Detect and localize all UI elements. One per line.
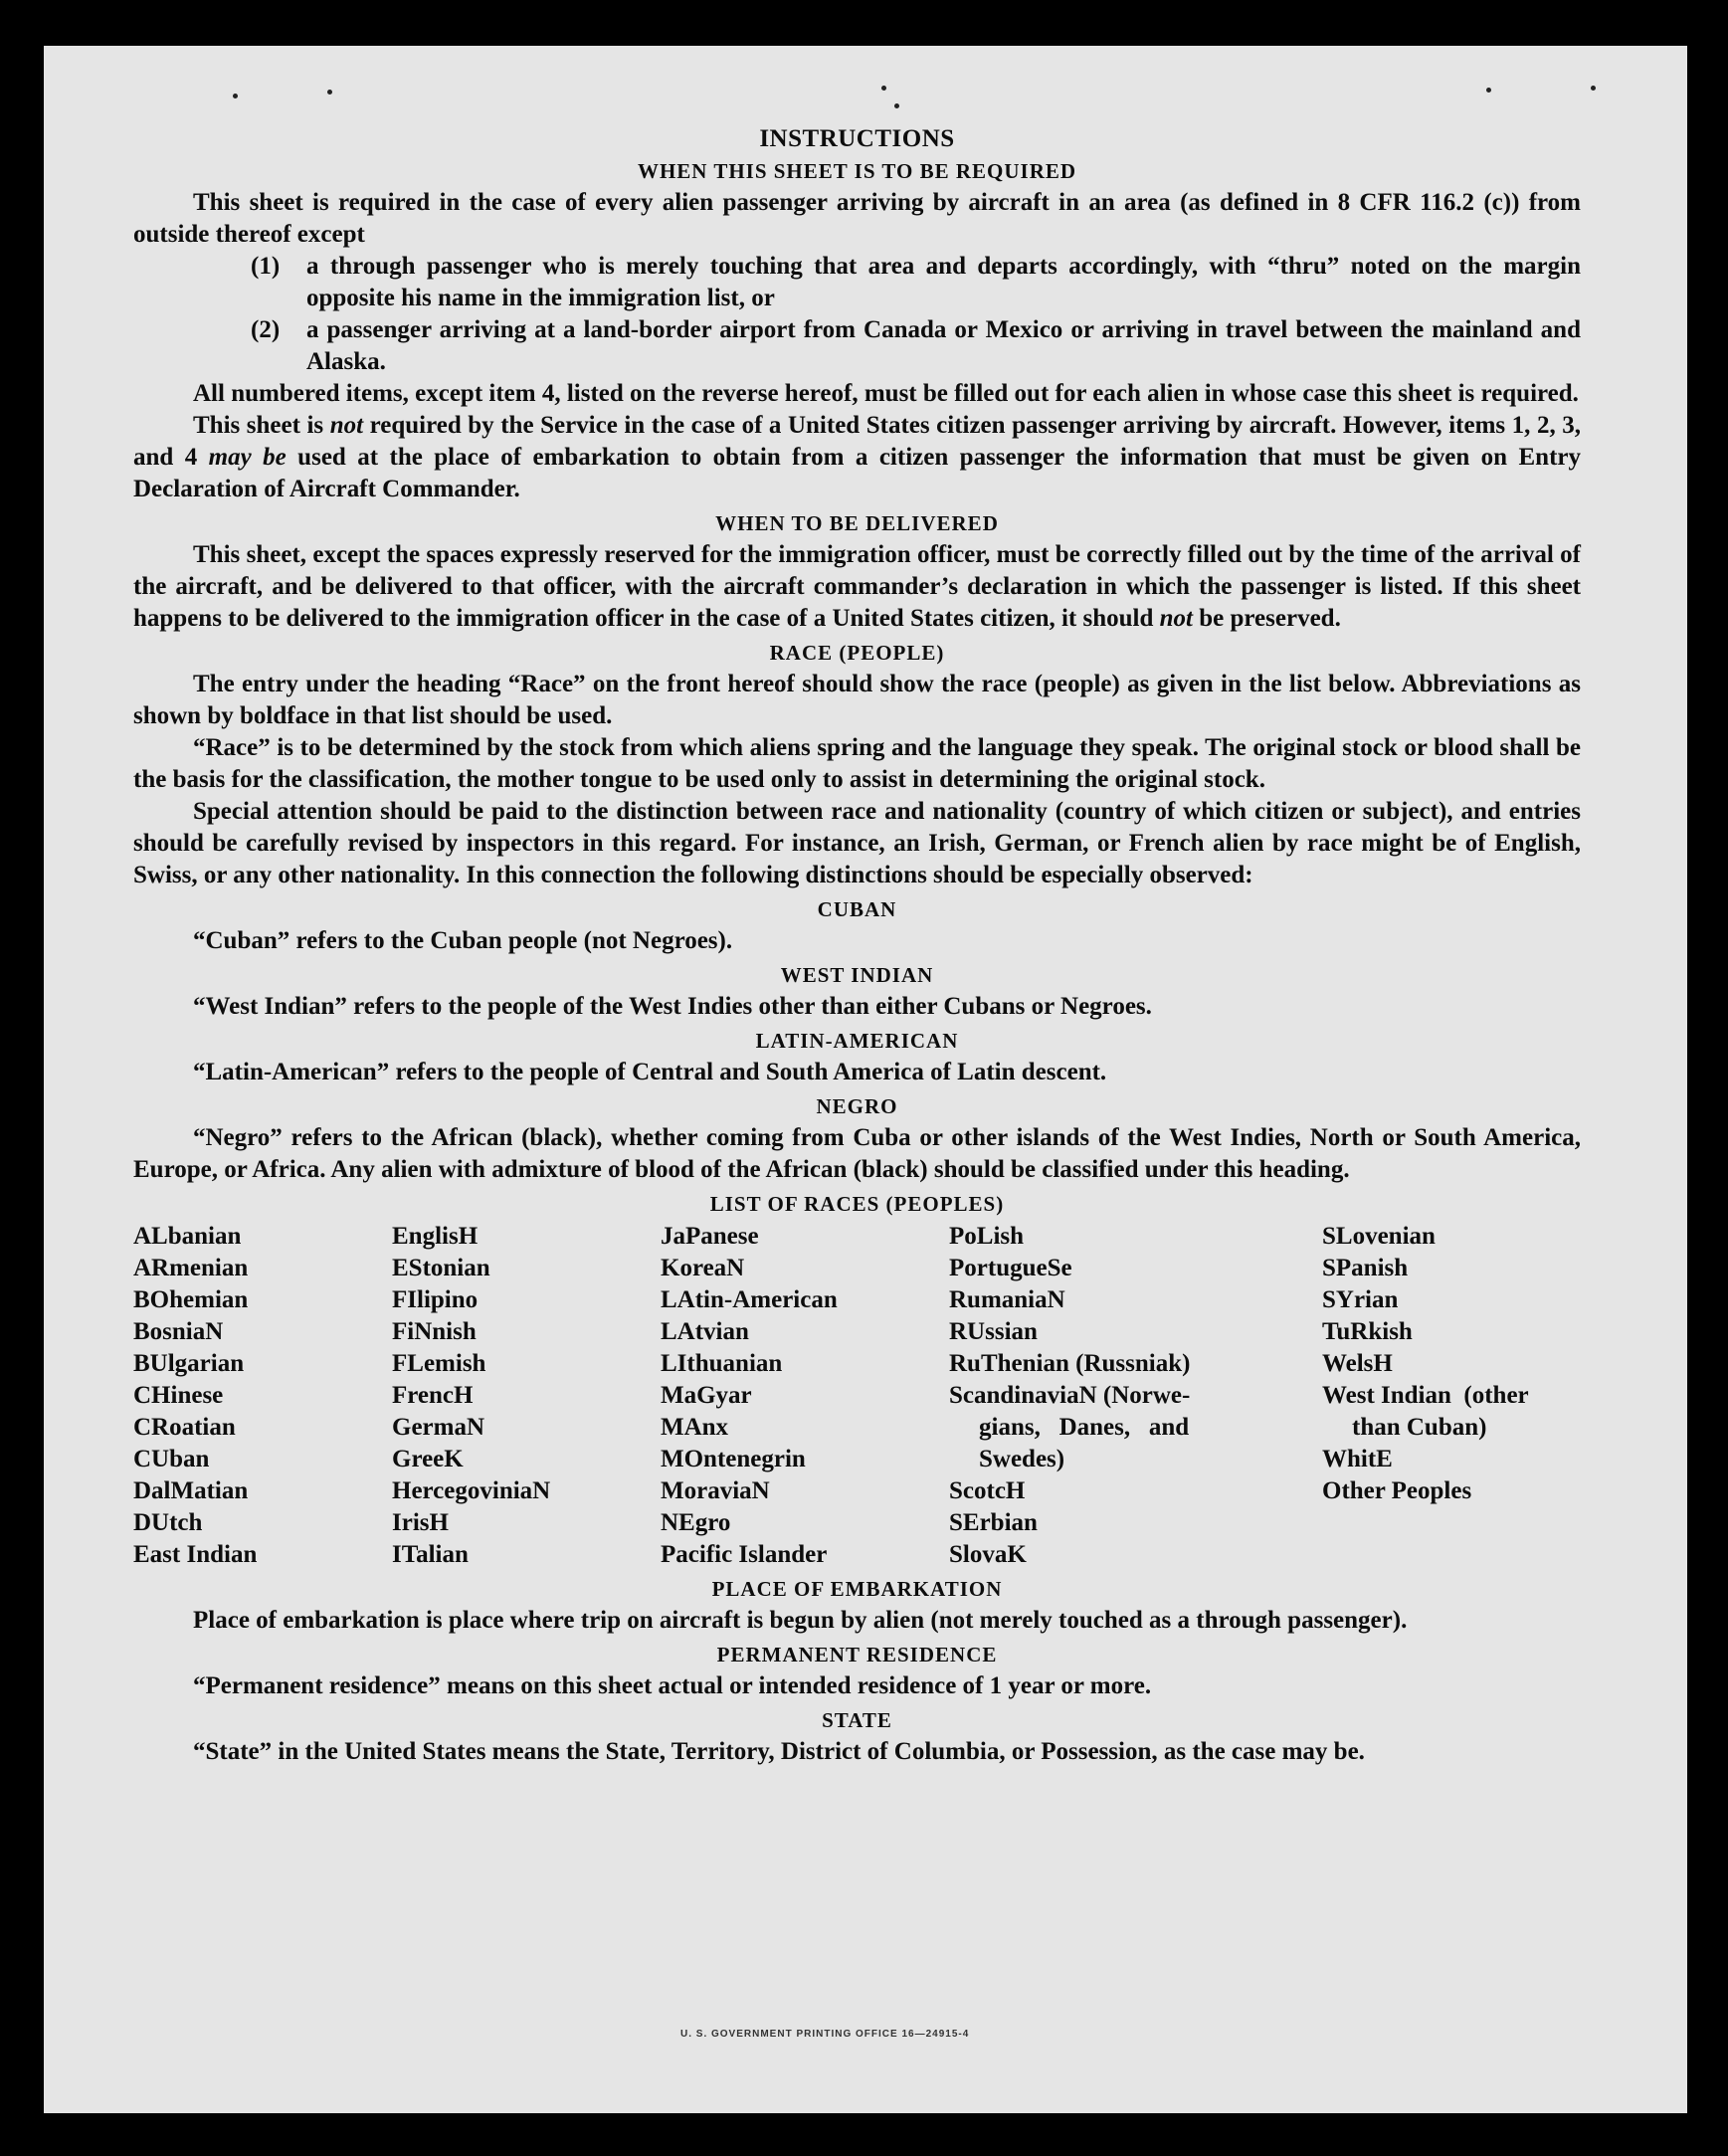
races-table <box>133 1221 1581 1571</box>
races-column-5 <box>1322 1221 1581 1571</box>
race-entry: SErbian <box>949 1509 1038 1536</box>
speck <box>327 90 332 95</box>
paragraph: “Cuban” refers to the Cuban people (not Negroes). <box>193 927 733 954</box>
paragraph-delivered: This sheet, except the spaces expressly reserved for the immigration officer, must be correctly filled out by the time of the arrival of the aircraft, and be delivered to that officer, with the aircraft commander’s declaration in which the passenger is listed. If this sheet happens to be delivered to the immigration officer in the case of a United States citizen, it should not be preserved. <box>133 541 1581 632</box>
heading-latin-american: LATIN-AMERICAN <box>755 1029 959 1053</box>
item-text: a passenger arriving at a land-border airport from Canada or Mexico or arriving in travel between the mainland and Alaska. <box>306 316 1581 375</box>
race-entry: FLemish <box>392 1350 486 1377</box>
race-entry: FiNnish <box>392 1318 477 1345</box>
race-entry: PortugueSe <box>949 1255 1072 1281</box>
race-entry: KoreaN <box>661 1255 745 1281</box>
races-column-1 <box>133 1221 392 1571</box>
race-entry: CHinese <box>133 1382 224 1409</box>
race-entry: BOhemian <box>133 1286 249 1313</box>
printer-imprint: U. S. GOVERNMENT PRINTING OFFICE 16—24915-4 <box>680 2029 970 2040</box>
paragraph: This sheet is required in the case of every alien passenger arriving by aircraft in an area (as defined in 8 CFR 116.2 (c)) from outside thereof except <box>133 189 1581 248</box>
race-entry: MoraviaN <box>661 1477 770 1504</box>
heading-negro: NEGRO <box>816 1094 898 1118</box>
speck <box>1486 88 1491 93</box>
race-entry-continued: Swedes) <box>979 1446 1065 1472</box>
race-entry: CUban <box>133 1446 210 1472</box>
instructions-body <box>133 125 1581 1768</box>
speck <box>881 86 886 91</box>
race-entry: JaPanese <box>661 1223 759 1250</box>
races-column-2 <box>392 1221 661 1571</box>
paragraph-citizen: This sheet is not required by the Service in the case of a United States citizen passenger arriving by aircraft. However, items 1, 2, 3, and 4 may be used at the place of embarkation to obtain from a citizen passenger the information that must be given on Entry Declaration of Aircraft Commander. <box>133 412 1581 502</box>
heading-when-delivered: WHEN TO BE DELIVERED <box>715 511 999 535</box>
race-entry: FIlipino <box>392 1286 479 1313</box>
paragraph: “Negro” refers to the African (black), whether coming from Cuba or other islands of the West Indies, North or South America, Europe, or Africa. Any alien with admixture of blood of the African (black) should be classified under this heading. <box>133 1124 1581 1183</box>
document-page <box>44 46 1687 2113</box>
item-text: a through passenger who is merely touching that area and departs accordingly, with “thru” noted on the margin opposite his name in the immigration list, or <box>306 253 1581 311</box>
race-entry: LIthuanian <box>661 1350 783 1377</box>
race-entry: ALbanian <box>133 1223 242 1250</box>
race-entry: Pacific Islander <box>661 1541 828 1568</box>
heading-cuban: CUBAN <box>817 897 897 921</box>
paragraph: All numbered items, except item 4, listed on the reverse hereof, must be filled out for each alien in whose case this sheet is required. <box>193 380 1579 407</box>
race-entry: RUssian <box>949 1318 1038 1345</box>
race-entry: MAnx <box>661 1414 729 1441</box>
race-entry: LAtvian <box>661 1318 749 1345</box>
race-entry: RumaniaN <box>949 1286 1065 1313</box>
heading-west-indian: WEST INDIAN <box>780 963 934 987</box>
race-entry: WhitE <box>1322 1446 1393 1472</box>
page-title: INSTRUCTIONS <box>759 125 955 152</box>
exception-item-1 <box>133 251 1581 314</box>
race-entry: EnglisH <box>392 1223 479 1250</box>
race-entry: ARmenian <box>133 1255 249 1281</box>
heading-state: STATE <box>822 1708 892 1732</box>
races-column-4 <box>949 1221 1322 1571</box>
item-number: (1) <box>251 253 281 280</box>
paragraph: Place of embarkation is place where trip on aircraft is begun by alien (not merely touched as a through passenger). <box>193 1607 1408 1634</box>
race-entry: MaGyar <box>661 1382 752 1409</box>
race-entry: HercegoviniaN <box>392 1477 551 1504</box>
paragraph: “Race” is to be determined by the stock from which aliens spring and the language they speak. The original stock or blood shall be the basis for the classification, the mother tongue to be used only to assist in determining the original stock. <box>133 734 1581 793</box>
race-entry: DalMatian <box>133 1477 249 1504</box>
race-entry: DUtch <box>133 1509 203 1536</box>
race-entry: GermaN <box>392 1414 485 1441</box>
race-entry: GreeK <box>392 1446 464 1472</box>
race-entry: BosniaN <box>133 1318 224 1345</box>
race-entry: EStonian <box>392 1255 490 1281</box>
race-entry-continued: gians, Danes, and <box>979 1414 1190 1441</box>
paragraph: “Permanent residence” means on this sheet actual or intended residence of 1 year or more. <box>193 1672 1152 1699</box>
paragraph: The entry under the heading “Race” on the front hereof should show the race (people) as given in the list below. Abbreviations as shown by boldface in that list should be used. <box>133 671 1581 729</box>
heading-race: RACE (PEOPLE) <box>769 641 945 665</box>
race-entry: FrencH <box>392 1382 474 1409</box>
race-entry: MOntenegrin <box>661 1446 806 1472</box>
race-entry: Other Peoples <box>1322 1477 1472 1504</box>
race-entry: IrisH <box>392 1509 449 1536</box>
race-entry: CRoatian <box>133 1414 236 1441</box>
speck <box>894 103 899 108</box>
race-entry: SlovaK <box>949 1541 1027 1568</box>
race-entry: SLovenian <box>1322 1223 1436 1250</box>
heading-place-of-embarkation: PLACE OF EMBARKATION <box>711 1577 1003 1601</box>
paragraph: Special attention should be paid to the distinction between race and nationality (country of which citizen or subject), and entries should be carefully revised by inspectors in this regard. For instance, an Irish, German, or French alien by race might be of English, Swiss, or any other nationality. In this connection the following distinctions should be especially observed: <box>133 798 1581 888</box>
race-entry: PoLish <box>949 1223 1025 1250</box>
race-entry: West Indian (other <box>1322 1382 1529 1409</box>
speck <box>233 94 238 98</box>
race-entry: WelsH <box>1322 1350 1393 1377</box>
paragraph: “West Indian” refers to the people of the West Indies other than either Cubans or Negroes. <box>193 993 1152 1020</box>
race-entry: ITalian <box>392 1541 469 1568</box>
heading-list-of-races: LIST OF RACES (PEOPLES) <box>709 1192 1005 1216</box>
race-entry: ScotcH <box>949 1477 1026 1504</box>
speck <box>1591 86 1596 91</box>
item-number: (2) <box>251 316 281 343</box>
race-entry: East Indian <box>133 1541 258 1568</box>
race-entry: SYrian <box>1322 1286 1399 1313</box>
exception-item-2 <box>133 314 1581 378</box>
paragraph: “Latin-American” refers to the people of Central and South America of Latin descent. <box>193 1059 1107 1085</box>
heading-when-required: WHEN THIS SHEET IS TO BE REQUIRED <box>637 159 1077 183</box>
race-entry: SPanish <box>1322 1255 1409 1281</box>
race-entry: ScandinaviaN (Norwe- <box>949 1382 1191 1409</box>
race-entry: TuRkish <box>1322 1318 1413 1345</box>
races-column-3 <box>661 1221 949 1571</box>
race-entry: RuThenian (Russniak) <box>949 1350 1191 1377</box>
race-entry: NEgro <box>661 1509 731 1536</box>
race-entry: LAtin-American <box>661 1286 838 1313</box>
heading-permanent-residence: PERMANENT RESIDENCE <box>716 1643 998 1666</box>
race-entry-continued: than Cuban) <box>1352 1414 1487 1441</box>
race-entry: BUlgarian <box>133 1350 245 1377</box>
paragraph: “State” in the United States means the State, Territory, District of Columbia, or Possession, as the case may be. <box>193 1738 1365 1765</box>
